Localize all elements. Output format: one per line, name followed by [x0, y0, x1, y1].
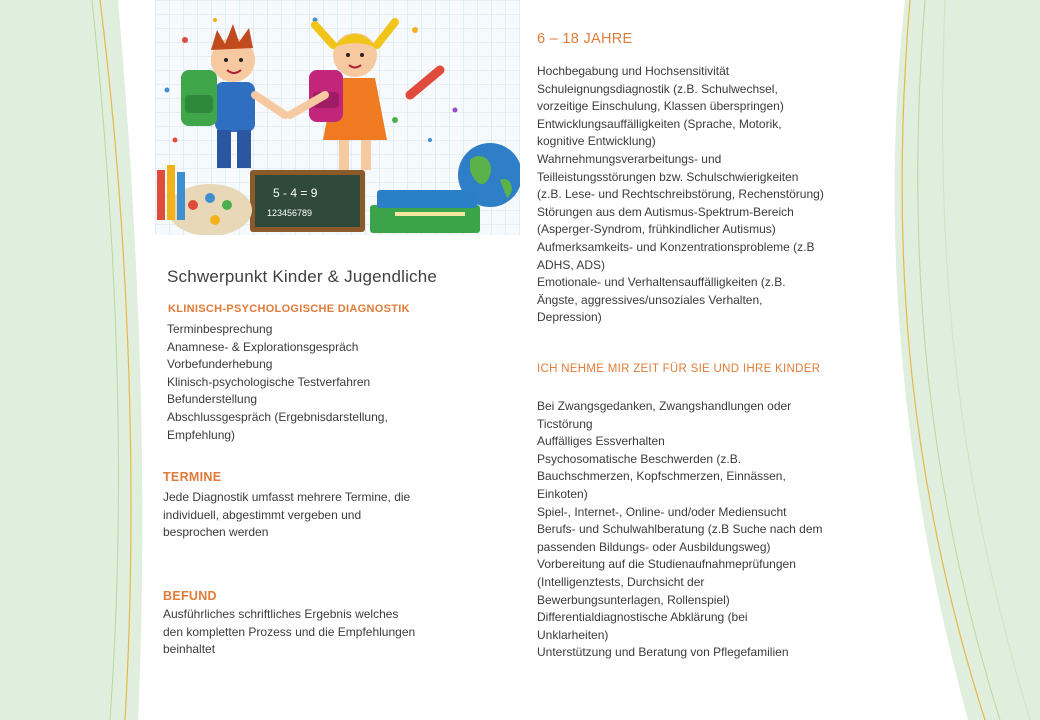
text-line: besprochen werden: [163, 525, 269, 540]
list-item: Psychosomatische Beschwerden (z.B.: [537, 451, 742, 466]
list-item: Terminbesprechung: [167, 322, 273, 336]
list-item: Ticstörung: [537, 416, 593, 431]
diagnostik-heading: KLINISCH-PSYCHOLOGISCHE DIAGNOSTIK: [168, 303, 410, 315]
list-item: Auffälliges Essverhalten: [537, 434, 665, 449]
list-item: Spiel-, Internet-, Online- und/oder Mediensucht: [537, 504, 787, 519]
list-item: (Asperger-Syndrom, frühkindlicher Autismus): [537, 222, 776, 237]
list-item: Unklarheiten): [537, 627, 609, 642]
list-item: Störungen aus dem Autismus-Spektrum-Bereich: [537, 204, 794, 219]
befund-text: [163, 606, 415, 659]
diagnostik-list: [167, 321, 388, 444]
list-item: Unterstützung und Beratung von Pflegefamilien: [537, 645, 789, 660]
text-line: beinhaltet: [163, 642, 216, 657]
list-item: Teilleistungsstörungen bzw. Schulschwierigkeiten: [537, 169, 799, 184]
list-item: Empfehlung): [167, 427, 236, 442]
list-item: Vorbefunderhebung: [167, 357, 273, 372]
list-item: Abschlussgespräch (Ergebnisdarstellung,: [167, 409, 388, 424]
list-item: Bewerbungsunterlagen, Rollenspiel): [537, 592, 730, 607]
topics-list: [537, 63, 824, 327]
section-title: Schwerpunkt Kinder & Jugendliche: [167, 267, 438, 286]
list-item: Ängste, aggressives/unsoziales Verhalten,: [537, 292, 763, 307]
list-item: Hochbegabung und Hochsensitivität: [537, 64, 730, 78]
list-item: Bei Zwangsgedanken, Zwangshandlungen oder: [537, 399, 792, 413]
list-item: ADHS, ADS): [537, 257, 606, 272]
text-line: Ausführliches schriftliches Ergebnis welches: [163, 607, 399, 621]
list-item: Differentialdiagnostische Abklärung (bei: [537, 610, 748, 625]
termine-heading: TERMINE: [163, 470, 222, 484]
list-item: Einkoten): [537, 486, 588, 501]
chalkboard: [250, 170, 365, 232]
list-item: (Intelligenztests, Durchsicht der: [537, 574, 705, 589]
list-item: Wahrnehmungsverarbeitungs- und: [537, 151, 722, 166]
school-children-illustration: [155, 0, 520, 235]
text-line: Jede Diagnostik umfasst mehrere Termine, die: [163, 490, 411, 504]
pencils: [157, 165, 185, 220]
list-item: Vorbereitung auf die Studienaufnahmeprüfungen: [537, 557, 796, 572]
befund-heading: BEFUND: [163, 589, 217, 603]
list-item: Anamnese- & Explorationsgespräch: [167, 339, 359, 354]
chalkboard-text-1: 5 - 4 = 9: [273, 186, 318, 200]
list-item: Emotionale- und Verhaltensauffälligkeiten (z.B.: [537, 275, 786, 290]
list-item: Berufs- und Schulwahlberatung (z.B Suche nach dem: [537, 522, 823, 537]
termine-text: [163, 489, 410, 542]
list-item: Aufmerksamkeits- und Konzentrationsprobleme (z.B: [537, 239, 815, 254]
list-item: Entwicklungsauffälligkeiten (Sprache, Motorik,: [537, 116, 782, 131]
age-heading: 6 – 18 JAHRE: [537, 31, 633, 47]
list-item: Depression): [537, 310, 602, 325]
list-item: kognitive Entwicklung): [537, 134, 656, 149]
zeit-heading: ICH NEHME MIR ZEIT FÜR SIE UND IHRE KINDER: [537, 363, 821, 375]
list-item: (z.B. Lese- und Rechtschreibstörung, Rechenstörung): [537, 187, 824, 202]
text-line: den kompletten Prozess und die Empfehlungen: [163, 624, 416, 639]
chalkboard-text-2: 123456789: [267, 208, 313, 218]
list-item: vorzeitige Einschulung, Klassen überspringen): [537, 99, 784, 114]
list-item: Klinisch-psychologische Testverfahren: [167, 374, 371, 389]
list-item: Bauchschmerzen, Kopfschmerzen, Einnässen,: [537, 469, 786, 484]
books-stack: [370, 190, 480, 233]
list-item: Befunderstellung: [167, 392, 258, 407]
support-list: [537, 398, 823, 662]
list-item: passenden Bildungs- oder Ausbildungsweg): [537, 539, 771, 554]
text-line: individuell, abgestimmt vergeben und: [163, 507, 362, 522]
list-item: Schuleignungsdiagnostik (z.B. Schulwechsel,: [537, 81, 778, 96]
